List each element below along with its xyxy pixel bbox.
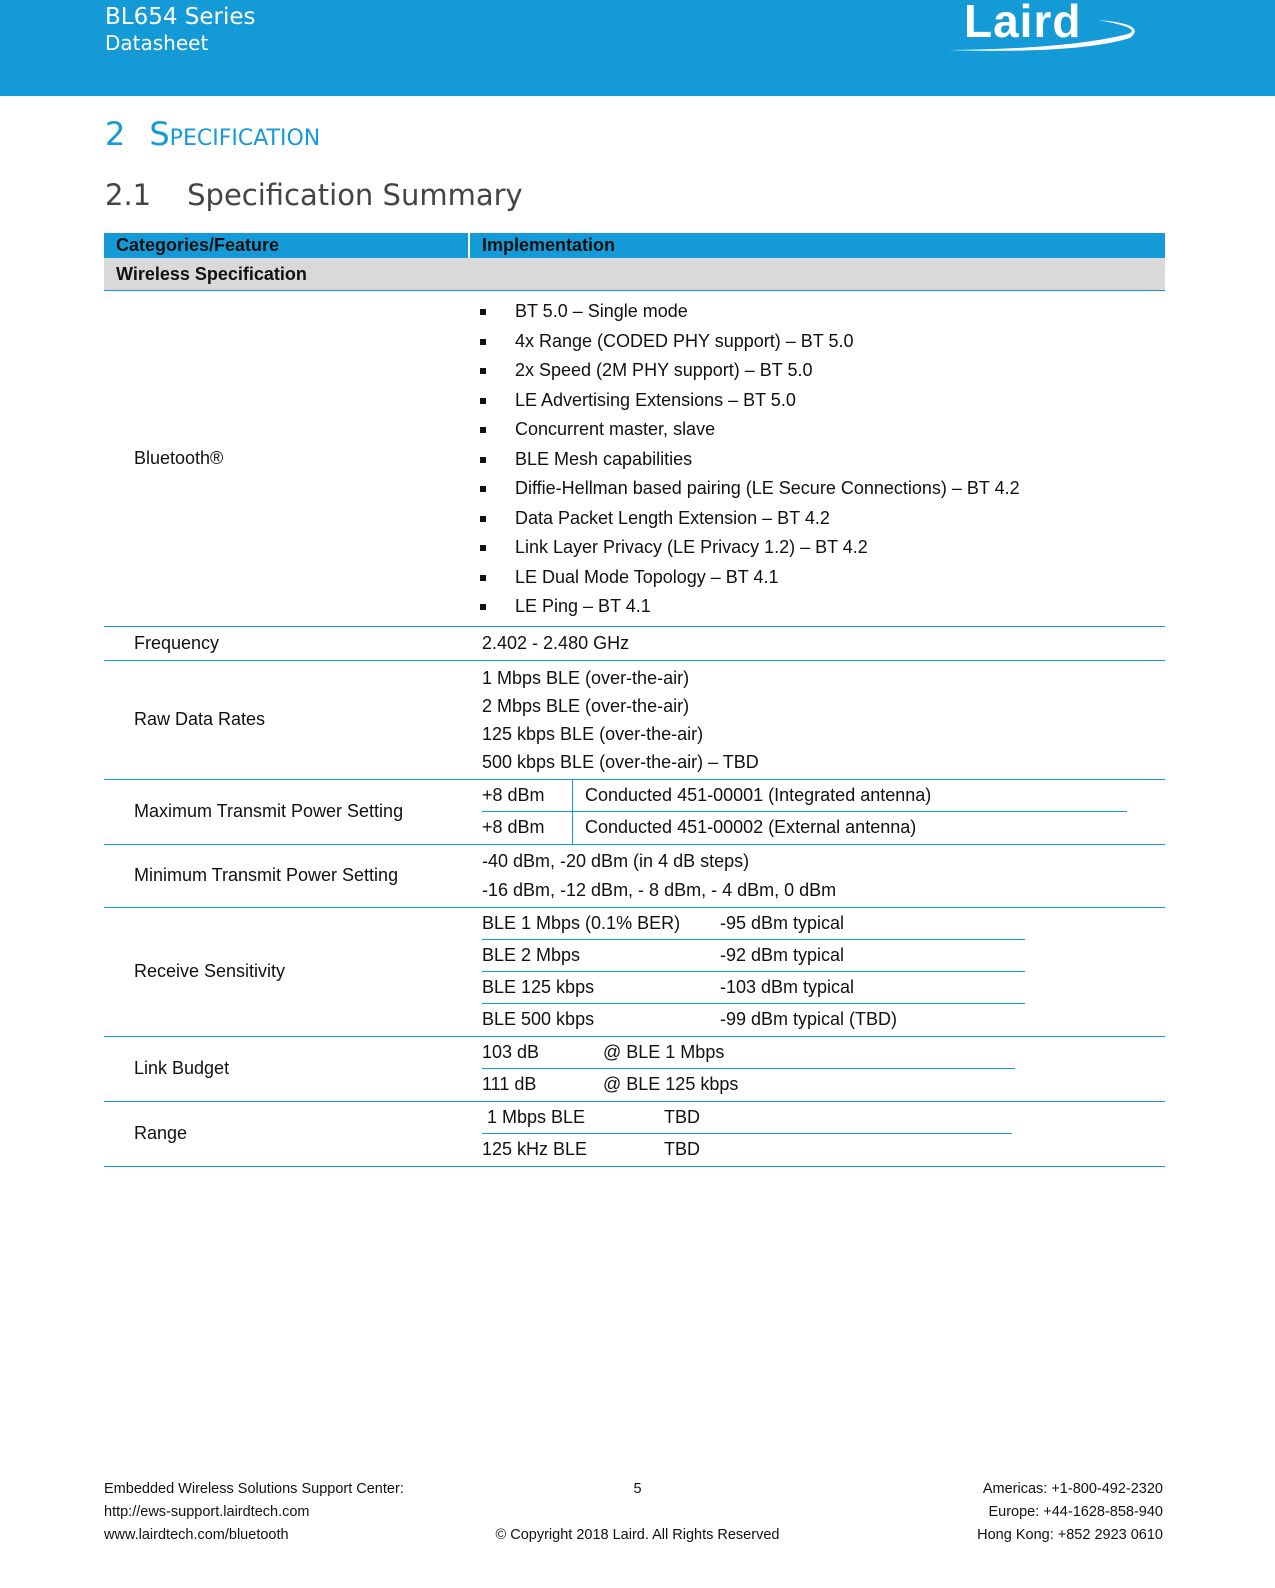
feature-item: LE Dual Mode Topology – BT 4.1 <box>470 563 1165 593</box>
feature-item: LE Advertising Extensions – BT 5.0 <box>470 386 1165 416</box>
table-row-link-budget: Link Budget 103 dB @ BLE 1 Mbps 111 dB @ BLE 125 kbps <box>104 1037 1165 1102</box>
feature-item: 2x Speed (2M PHY support) – BT 5.0 <box>470 356 1165 386</box>
feature-item: BT 5.0 – Single mode <box>470 297 1165 327</box>
feature-item: BLE Mesh capabilities <box>470 445 1165 475</box>
support-link[interactable]: http://ews-support.lairdtech.com <box>104 1504 310 1520</box>
spec-table <box>104 233 1165 1167</box>
page-number: 5 <box>633 1481 642 1497</box>
group-row: Wireless Specification <box>104 258 1165 291</box>
table-row-range: Range 1 Mbps BLE TBD 125 kHz BLE TBD <box>104 1102 1165 1167</box>
copyright: © Copyright 2018 Laird. All Rights Reserved <box>495 1527 780 1543</box>
table-row-bluetooth: Bluetooth® BT 5.0 – Single mode 4x Range (CODED PHY support) – BT 5.0 2x Speed (2M PHY support) – BT 5.0 LE Advertising Extensions – BT 5.0 Concurrent master, slave BLE Mesh capabilities Diffie-Hellman based pairing (LE Secure Connections) – BT 4.2 Data Packet Length Extension – BT 4.2 Link Layer Privacy (LE Privacy 1.2) – BT 4.2 LE Dual Mode Topology – BT 4.1 LE Ping – BT 4.1 <box>104 291 1165 627</box>
feature-item: Concurrent master, slave <box>470 415 1165 445</box>
sub-row: BLE 2 Mbps -92 dBm typical <box>482 940 1025 972</box>
table-row-raw-data-rates: Raw Data Rates 1 Mbps BLE (over-the-air) 2 Mbps BLE (over-the-air) 125 kbps BLE (over-the-air) 500 kbps BLE (over-the-air) – TBD <box>104 661 1165 780</box>
feature-item: LE Ping – BT 4.1 <box>470 592 1165 622</box>
table-row-min-tx-power: Minimum Transmit Power Setting -40 dBm, -20 dBm (in 4 dB steps) -16 dBm, -12 dBm, - 8 dBm, - 4 dBm, 0 dBm <box>104 845 1165 908</box>
sub-row: BLE 1 Mbps (0.1% BER) -95 dBm typical <box>482 908 1025 940</box>
footer-right: Americas: +1-800-492-2320 Europe: +44-1628-858-940 Hong Kong: +852 2923 0610 <box>977 1481 1163 1543</box>
sub-row: 103 dB @ BLE 1 Mbps <box>482 1037 1015 1069</box>
feature-item: Data Packet Length Extension – BT 4.2 <box>470 504 1165 534</box>
section-heading: 2 Specification <box>105 115 321 153</box>
subsection-heading: 2.1 Specification Summary <box>105 178 523 212</box>
doc-type: Datasheet <box>105 31 209 55</box>
bluetooth-link[interactable]: www.lairdtech.com/bluetooth <box>104 1527 289 1543</box>
sub-row: BLE 500 kbps -99 dBm typical (TBD) <box>482 1009 898 1029</box>
sub-row: 111 dB @ BLE 125 kbps <box>482 1074 739 1094</box>
series-title: BL654 Series <box>105 4 256 30</box>
table-row-frequency: Frequency 2.402 - 2.480 GHz <box>104 627 1165 661</box>
table-row-max-tx-power: Maximum Transmit Power Setting +8 dBm Conducted 451-00001 (Integrated antenna) +8 dBm Conducted 451-00002 (External antenna) <box>104 780 1165 845</box>
sub-row: BLE 125 kbps -103 dBm typical <box>482 972 1025 1004</box>
feature-item: Link Layer Privacy (LE Privacy 1.2) – BT 4.2 <box>470 533 1165 563</box>
sub-row: 125 kHz BLE TBD <box>482 1139 700 1159</box>
table-header: Categories/Feature Implementation <box>104 233 1165 258</box>
page-header <box>0 0 1275 96</box>
feature-item: 4x Range (CODED PHY support) – BT 5.0 <box>470 327 1165 357</box>
feature-item: Diffie-Hellman based pairing (LE Secure Connections) – BT 4.2 <box>470 474 1165 504</box>
table-row-receive-sensitivity: Receive Sensitivity BLE 1 Mbps (0.1% BER) -95 dBm typical BLE 2 Mbps -92 dBm typical BLE 125 kbps -103 dBm typical BLE 500 kbps -99 dBm typical (TBD) <box>104 908 1165 1037</box>
footer-left: Embedded Wireless Solutions Support Center: http://ews-support.lairdtech.com www.lairdtech.com/bluetooth <box>104 1478 404 1547</box>
laird-logo: Laird <box>948 0 1148 54</box>
sub-row: 1 Mbps BLE TBD <box>482 1102 1012 1134</box>
feature-list <box>470 291 1165 626</box>
